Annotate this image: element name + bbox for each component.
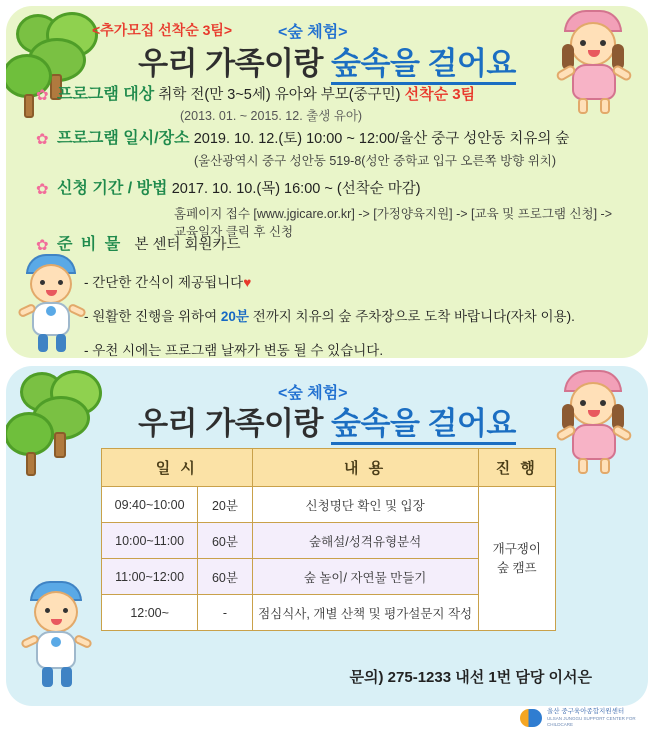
note-item-arrival — [84, 305, 575, 325]
page-title — [6, 38, 648, 83]
flower-icon: ✿ — [36, 87, 49, 104]
info-subtext-datetime: (울산광역시 중구 성안동 519-8(성안 중학교 입구 오른쪽 방향 위치) — [194, 153, 557, 168]
note-text-arrival-post: 전까지 치유의 숲 주차장으로 도착 바랍니다(자차 이용). — [248, 309, 575, 324]
schedule-title-highlight: 숲속을 걸어요 — [331, 406, 516, 445]
note-item-snack — [84, 271, 575, 291]
title-prefix: 우리 가족이랑 — [138, 46, 332, 81]
cell-duration: 20분 — [198, 487, 252, 523]
cell-content: 점심식사, 개별 산책 및 평가설문지 작성 — [252, 595, 478, 631]
info-label-datetime: 프로그램 일시/장소 — [57, 130, 190, 147]
info-row-target — [36, 84, 475, 124]
info-row-application — [36, 178, 612, 241]
info-value-supplies: 본 센터 회원카드 — [134, 237, 241, 253]
logo-mark-icon — [520, 709, 542, 727]
note-item-rain: - 우천 시에는 프로그램 날짜가 변동 될 수 있습니다. — [84, 343, 384, 358]
cell-content: 숲 놀이/ 자연물 만들기 — [252, 559, 478, 595]
cell-time: 11:00~12:00 — [102, 559, 198, 595]
info-value-application: 2017. 10. 10.(목) 16:00 ~ (선착순 마감) — [171, 181, 421, 197]
info-value-target: 취학 전(만 3~5세) 유아와 부모(중구민) — [158, 87, 401, 103]
cell-duration: 60분 — [198, 523, 252, 559]
logo-text — [547, 708, 648, 727]
cell-content: 신청명단 확인 및 입장 — [252, 487, 478, 523]
schedule-panel — [6, 366, 648, 706]
flower-icon: ✿ — [36, 181, 49, 198]
schedule-table — [101, 448, 556, 631]
cell-host-line2: 숲 캠프 — [496, 560, 537, 575]
recruit-tag: <추가모집 선착순 3팀> — [92, 22, 233, 38]
info-value-target-badge: 선착순 3팀 — [404, 86, 476, 103]
info-row-datetime — [36, 128, 569, 169]
info-subtext-target: (2013. 01. ~ 2015. 12. 출생 유아) — [180, 108, 363, 123]
program-info-panel — [6, 6, 648, 358]
forest-experience-tag: <숲 체험> — [278, 24, 348, 41]
info-label-application: 신청 기간 / 방법 — [57, 180, 168, 197]
cell-duration: 60분 — [198, 559, 252, 595]
column-header-content: 내 용 — [252, 449, 478, 487]
cell-time: 12:00~ — [102, 595, 198, 631]
notes-list — [84, 271, 575, 358]
cell-time: 10:00~11:00 — [102, 523, 198, 559]
note-text-snack: - 간단한 간식이 제공됩니다 — [84, 275, 244, 290]
flower-icon: ✿ — [36, 131, 49, 148]
cell-host — [478, 487, 555, 631]
info-subtext-application-2: 교육일자 클릭 후 신청 — [174, 225, 294, 240]
logo-text-sub: ULSAN JUNGGU SUPPORT CENTER FOR CHILDCARE — [547, 716, 636, 728]
boy-illustration — [18, 581, 98, 693]
info-label-supplies: 준 비 물 — [57, 236, 123, 253]
note-text-arrival-highlight: 20분 — [220, 309, 249, 324]
info-row-supplies — [36, 234, 241, 256]
column-header-time: 일 시 — [102, 449, 253, 487]
forest-experience-tag: <숲 체험> — [278, 385, 348, 402]
schedule-title-prefix: 우리 가족이랑 — [138, 406, 332, 441]
table-header-row — [102, 449, 556, 487]
logo-text-main: 울산 중구육아종합지원센터 — [547, 708, 625, 716]
boy-illustration — [14, 254, 92, 354]
info-value-datetime: 2019. 10. 12.(토) 10:00 ~ 12:00/울산 중구 성안동 치유의 숲 — [193, 131, 570, 147]
cell-duration: - — [198, 595, 252, 631]
flower-icon: ✿ — [36, 237, 49, 254]
note-text-arrival-pre: - 원활한 진행을 위하여 — [84, 309, 221, 324]
cell-host-line1: 개구쟁이 — [492, 541, 541, 556]
column-header-host: 진 행 — [478, 449, 555, 487]
table-row — [102, 487, 556, 523]
title-highlight: 숲속을 걸어요 — [331, 46, 516, 85]
contact-info: 문의) 275-1233 내선 1번 담당 이서은 — [349, 669, 592, 686]
center-logo — [520, 706, 648, 730]
schedule-title — [6, 398, 648, 443]
cell-time: 09:40~10:00 — [102, 487, 198, 523]
info-label-target: 프로그램 대상 — [57, 86, 155, 103]
heart-icon: ♥ — [243, 275, 252, 290]
cell-content: 숲해설/성격유형분석 — [252, 523, 478, 559]
info-subtext-application-1: 홈페이지 접수 [www.jgicare.or.kr] -> [가정양육지원] -> [교육 및 프로그램 신청] -> — [174, 206, 612, 221]
